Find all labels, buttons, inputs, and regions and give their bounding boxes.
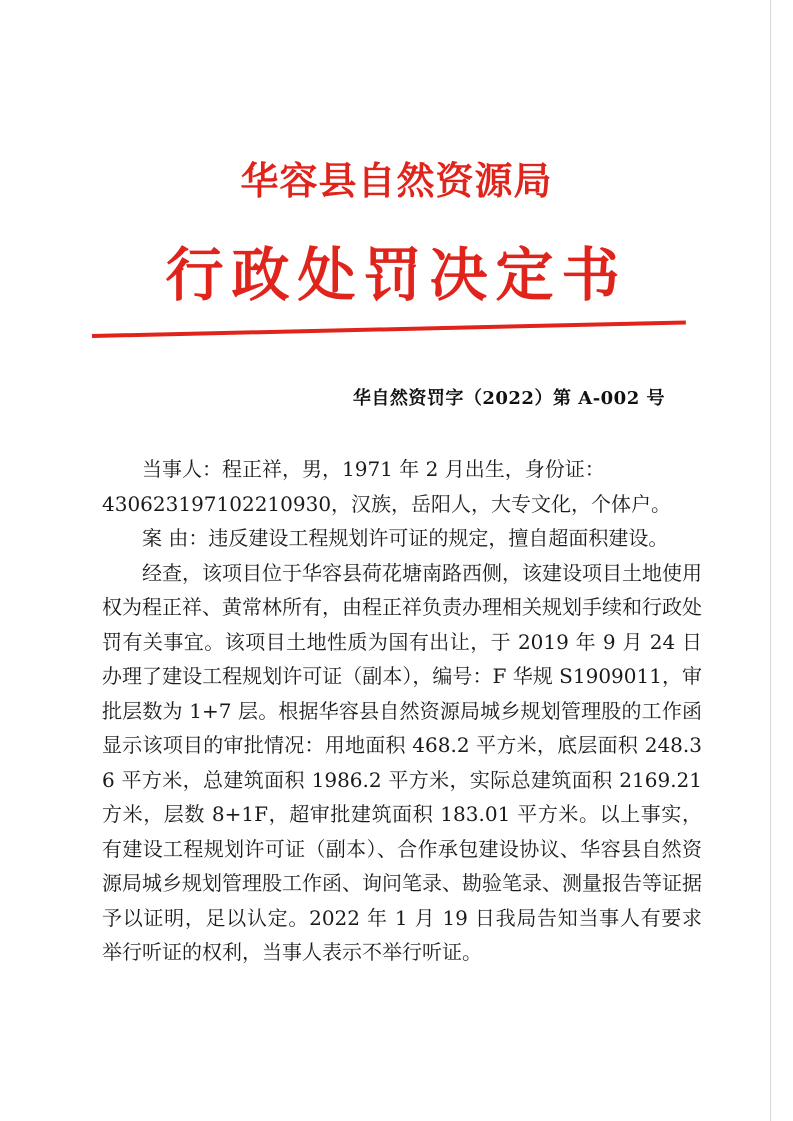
document-title: 行政处罚决定书	[165, 241, 628, 309]
party-info-line1: 当事人：程正祥，男，1971 年 2 月出生，身份证：	[142, 457, 605, 481]
issuing-organization: 华容县自然资源局	[240, 159, 553, 203]
case-cause: 案 由：违反建设工程规划许可证的规定，擅自超面积建设。	[142, 526, 669, 550]
document-body	[102, 452, 702, 970]
investigation-findings: 经查，该项目位于华容县荷花塘南路西侧，该建设项目土地使用权为程正祥、黄常林所有，由程正祥负责办理相关规划手续和行政处罚有关事宜。该项目土地性质为国有出让，于 2019 年 9 月 24 日办理了建设工程规划许可证（副本），编号：F 华规 S1909011，审批层数为 1+7 层。根据华容县自然资源局城乡规划管理股的工作函显示该项目的审批情况：用地面积 468.2 平方米，底层面积 248.36 平方米，总建筑面积 1986.2 平方米，实际总建筑面积 2169.21 方米，层数 8+1F，超审批建筑面积 183.01 平方米。以上事实，有建设工程规划许可证（副本）、合作承包建设协议、华容县自然资源局城乡规划管理股工作函、询问笔录、勘验笔录、测量报告等证据予以证明，足以认定。2022 年 1 月 19 日我局告知当事人有要求举行听证的权利，当事人表示不举行听证。	[102, 560, 702, 964]
document-number: 华自然资罚字（2022）第 A-002 号	[352, 388, 665, 409]
red-divider-line	[92, 321, 686, 338]
party-info-line2: 430623197102210930，汉族，岳阳人，大专文化，个体户。	[102, 491, 672, 516]
